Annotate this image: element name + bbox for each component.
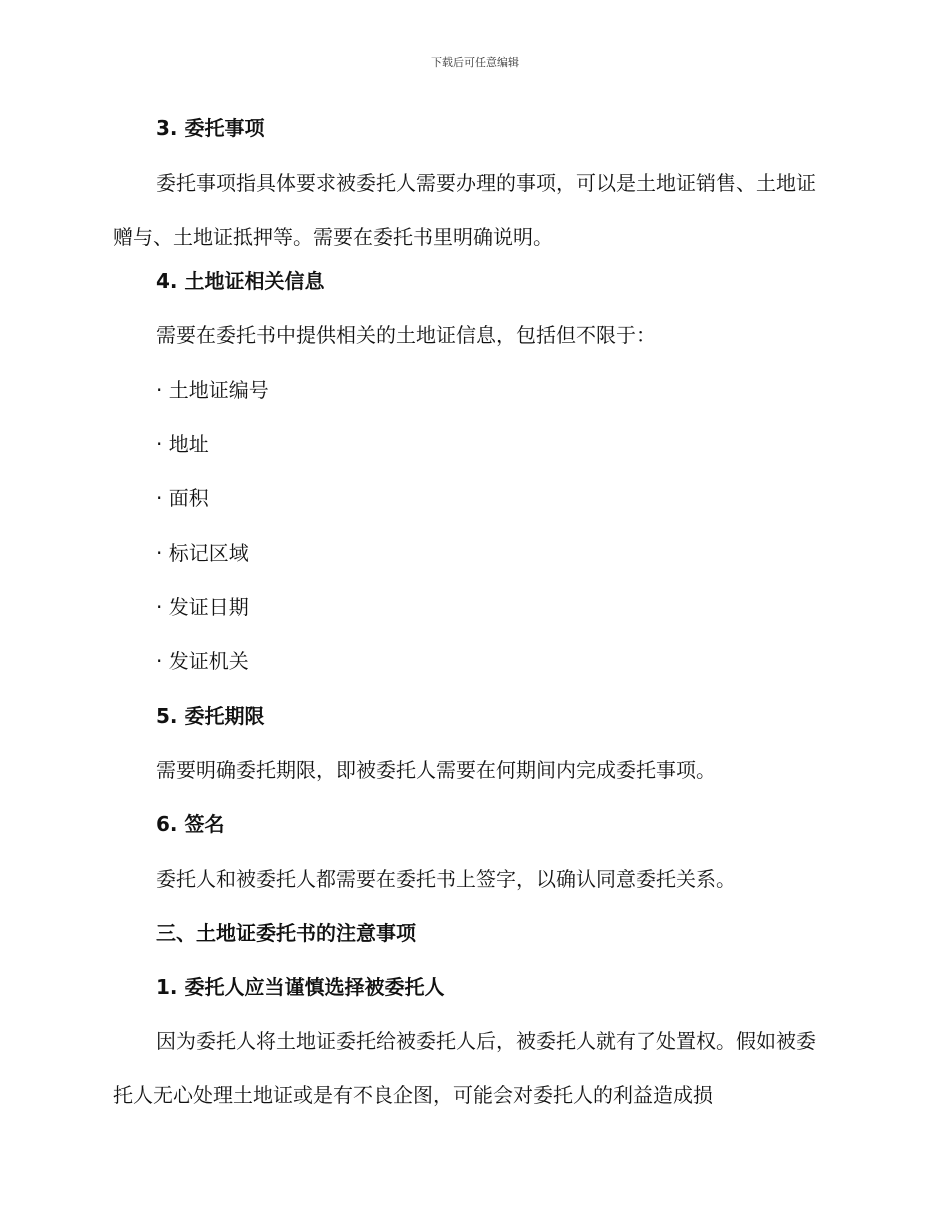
paragraph-choose-agent: 因为委托人将土地证委托给被委托人后，被委托人就有了处置权。假如被委托人无心处理土地证或是有不良企图，可能会对委托人的利益造成损 [113, 1029, 816, 1107]
list-item: · 土地证编号 [156, 378, 269, 402]
list-item: · 面积 [156, 486, 209, 510]
paragraph-entrusted-matters: 委托事项指具体要求被委托人需要办理的事项，可以是土地证销售、土地证赠与、土地证抵押等。需要在委托书里明确说明。 [113, 171, 816, 249]
section-heading-precautions: 三、土地证委托书的注意事项 [156, 921, 416, 945]
heading-signature: 6. 签名 [156, 812, 225, 836]
heading-entrusted-matters: 3. 委托事项 [156, 116, 265, 140]
heading-entrust-period: 5. 委托期限 [156, 704, 265, 728]
list-item: · 地址 [156, 432, 209, 456]
paragraph-land-certificate-info: 需要在委托书中提供相关的土地证信息，包括但不限于： [156, 323, 656, 347]
list-item: · 标记区域 [156, 541, 249, 565]
header-note: 下载后可任意编辑 [431, 56, 519, 69]
heading-land-certificate-info: 4. 土地证相关信息 [156, 269, 325, 293]
list-item: · 发证日期 [156, 595, 249, 619]
paragraph-signature: 委托人和被委托人都需要在委托书上签字，以确认同意委托关系。 [156, 867, 736, 891]
heading-choose-agent: 1. 委托人应当谨慎选择被委托人 [156, 975, 445, 999]
paragraph-entrust-period: 需要明确委托期限，即被委托人需要在何期间内完成委托事项。 [156, 758, 716, 782]
list-item: · 发证机关 [156, 649, 249, 673]
